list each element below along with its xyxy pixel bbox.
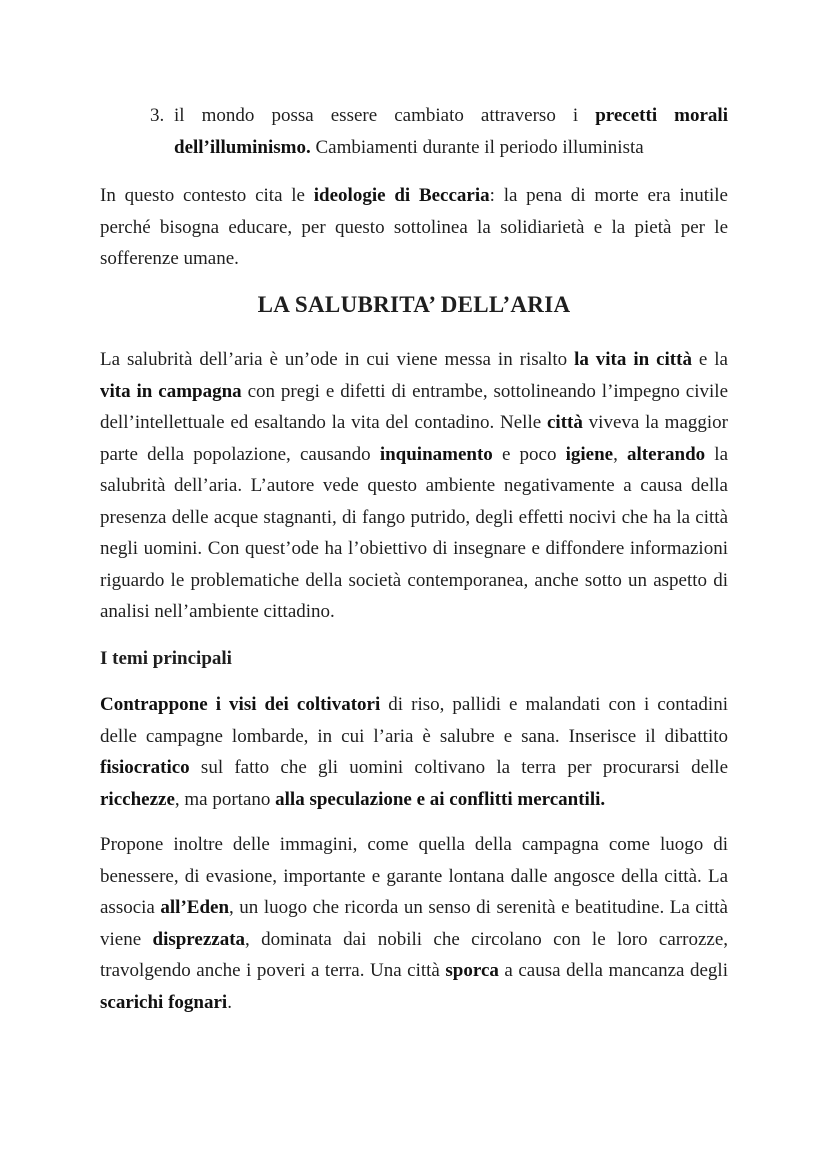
bold-text: sporca [445, 960, 499, 981]
text-run: . [227, 991, 232, 1013]
themes-paragraph [100, 689, 728, 815]
bold-text: la vita in città [574, 349, 692, 370]
images-paragraph [100, 829, 728, 1018]
text-run: di riso, pallidi e malandati con i contadini delle campagne lombarde, in cui l’aria è salubre e sana. Inserisce il dibattito [100, 694, 728, 747]
text-run: , dominata dai nobili che circolano con le loro carrozze, travolgendo anche i poveri a terra. Una città [100, 928, 728, 981]
text-run: Cambiamenti durante il periodo illuminista [310, 136, 644, 158]
list-item-text [174, 105, 728, 158]
bold-text: ideologie di Beccaria [313, 185, 490, 206]
bold-text: vita in campagna [100, 380, 242, 402]
text-run: Propone inoltre delle immagini, come quella della campagna come luogo di benessere, di evasione, importante e garante lontana dalle angosce della città. La associa [100, 834, 728, 918]
text-run: , ma portano [174, 788, 276, 810]
bold-text: inquinamento [379, 443, 493, 465]
list-number: 3. [150, 105, 165, 126]
text-run: La salubrità dell’aria è un’ode in cui viene messa in risalto [100, 349, 575, 370]
themes-heading: I temi principali [100, 648, 232, 669]
text-run: e poco [492, 443, 566, 465]
bold-text: alla speculazione e ai conflitti mercantili. [275, 788, 606, 810]
salubrita-paragraph [100, 344, 728, 628]
text-run: a causa della mancanza degli [498, 960, 728, 981]
text-run: il mondo possa essere cambiato attraverso i [174, 105, 596, 126]
bold-text: scarichi fognari [100, 991, 228, 1013]
bold-text: all’Eden [160, 897, 230, 918]
text-run: In questo contesto cita le [100, 185, 314, 206]
bold-text: alterando [627, 443, 706, 465]
text-run: , [613, 443, 628, 465]
text-run: viveva la maggior parte della popolazione, causando [100, 412, 728, 465]
intro-paragraph [100, 180, 728, 275]
text-run: , un luogo che ricorda un senso di serenità e beatitudine. La città viene [100, 897, 728, 950]
text-run: la salubrità dell’aria. L’autore vede questo ambiente negativamente a causa della presenza delle acque stagnanti, di fango putrido, degli effetti nocivi che ha la città negli uomini. Con quest’ode ha l’obiettivo di insegnare e diffondere informazioni riguardo le problematiche della società contemporanea, anche sotto un aspetto di analisi nell’ambiente cittadino. [100, 443, 729, 622]
bold-text: disprezzata [152, 928, 246, 950]
bold-text: igiene [565, 443, 614, 465]
bold-text: città [546, 412, 583, 433]
text-run: : la pena di morte era inutile perché bisogna educare, per questo sottolinea la solidiarietà e la pietà per le sofferenze umane. [100, 185, 728, 269]
bold-text: fisiocratico [100, 757, 190, 778]
text-run: con pregi e difetti di entrambe, sottolineando l’impegno civile dell’intellettuale ed esaltando la vita del contadino. Nelle [100, 380, 728, 433]
list-item-3 [150, 100, 728, 163]
bold-text: Contrappone i visi dei coltivatori [100, 694, 381, 715]
section-title: LA SALUBRITA’ DELL’ARIA [257, 292, 571, 317]
bold-text: ricchezze [100, 788, 175, 810]
bold-text: precetti morali dell’illuminismo. [174, 105, 728, 158]
text-run: sul fatto che gli uomini coltivano la terra per procurarsi delle [189, 757, 728, 778]
text-run: e la [691, 349, 728, 370]
